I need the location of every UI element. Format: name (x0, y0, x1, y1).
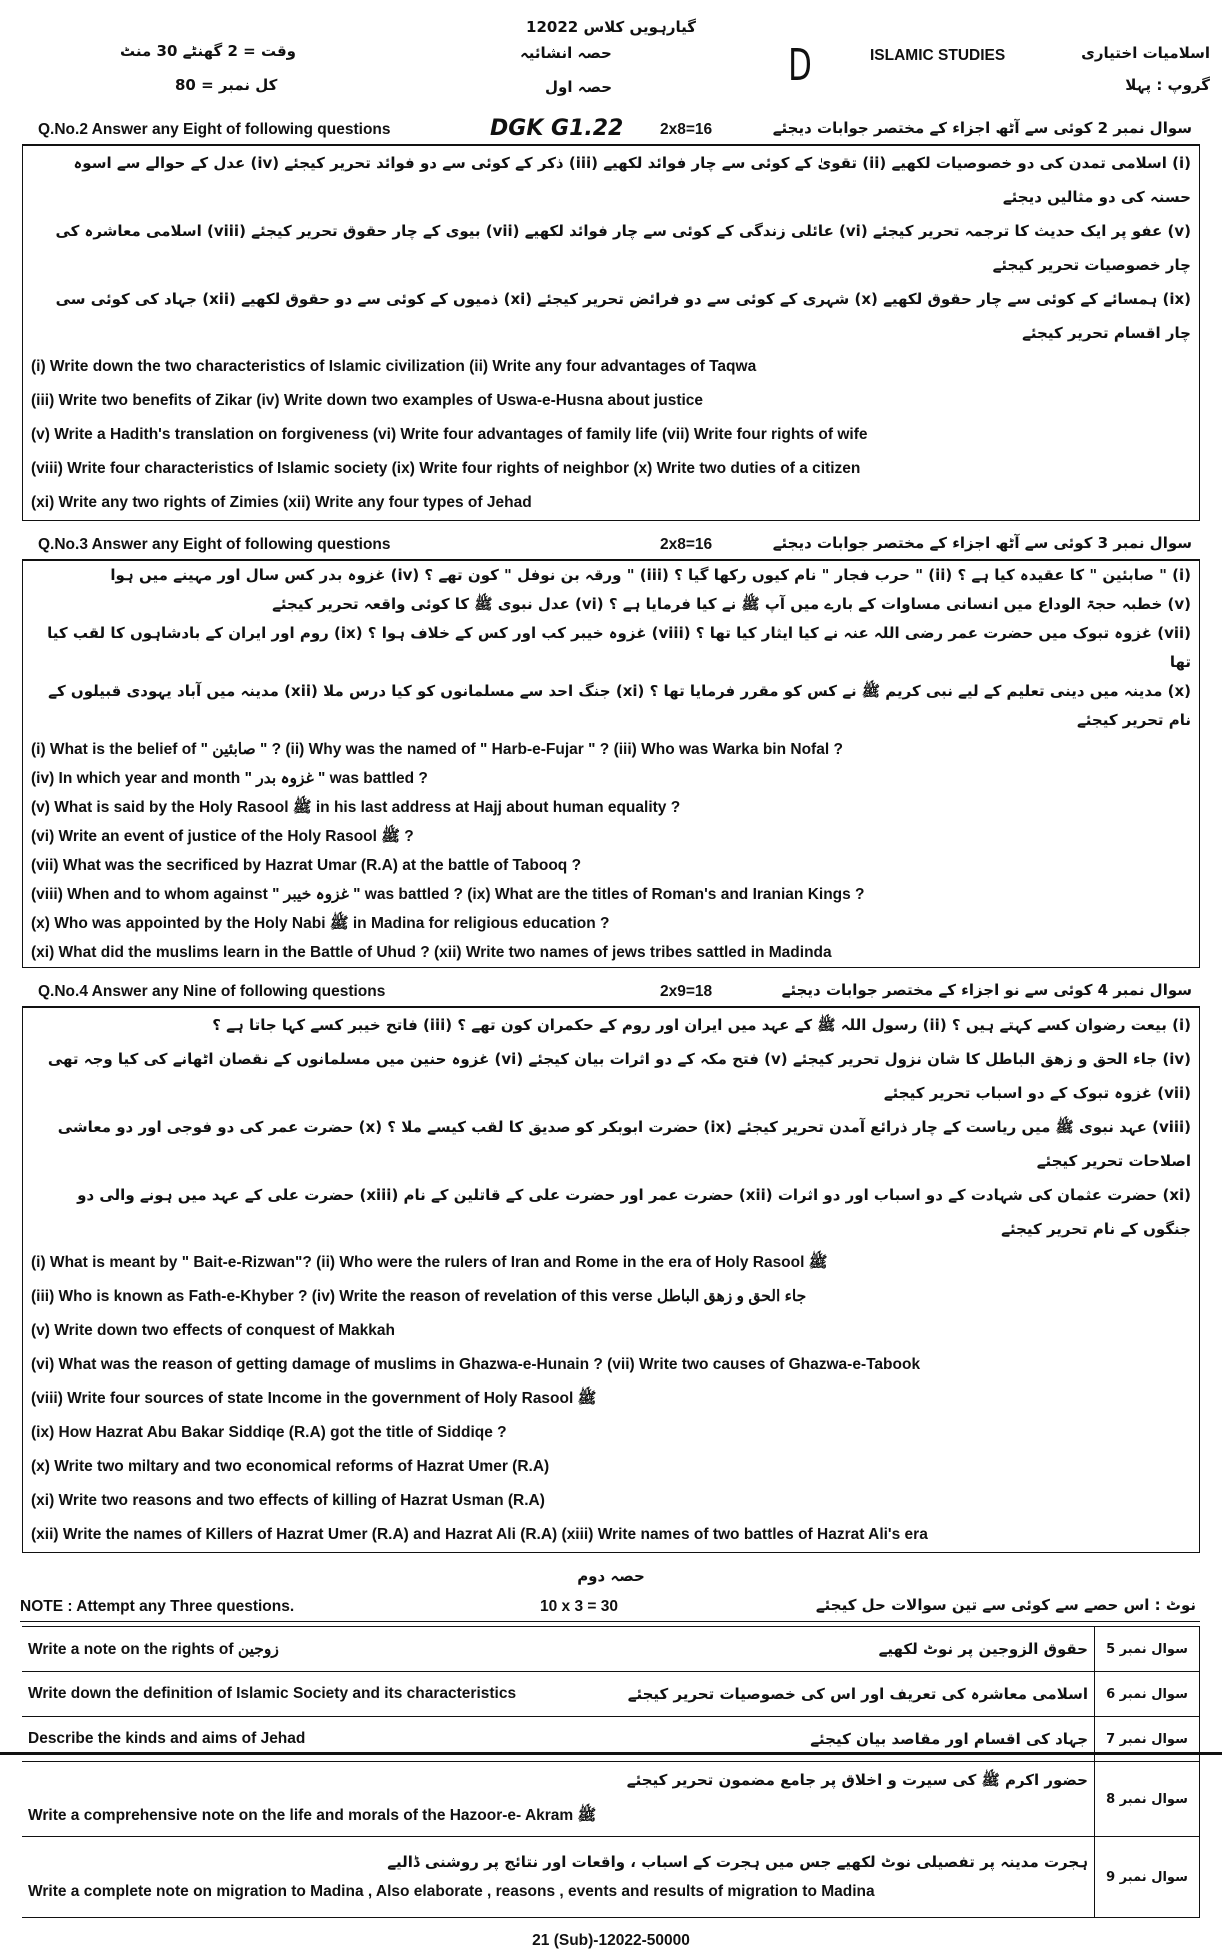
long-question-urdu: حضور اکرم ﷺ کی سیرت و اخلاق پر جامع مضمون تحریر کیجئے (626, 1770, 1088, 1789)
long-question-urdu: اسلامی معاشرہ کی تعریف اور اس کی خصوصیات تحریر کیجئے (627, 1685, 1088, 1703)
question-number: سوال نمبر 5 (1095, 1627, 1200, 1672)
english-question-line: (viii) Write four characteristics of Islamic society (ix) Write four rights of neighbor (x) Write two duties of a citizen (31, 460, 861, 477)
english-question-line: (viii) When and to whom against " غزوہ خیبر " was battled ? (ix) What are the titles of Roman's and Iranian Kings ? (31, 886, 865, 903)
question-number: سوال نمبر 6 (1095, 1672, 1200, 1717)
question-header (20, 118, 1202, 144)
part-two-note-row (20, 1595, 1200, 1622)
long-question-row (22, 1627, 1200, 1672)
english-question-line: (viii) Write four sources of state Income in the government of Holy Rasool ﷺ (31, 1390, 597, 1407)
part-two-marks: 10 x 3 = 30 (540, 1598, 618, 1615)
long-question-english: Write a comprehensive note on the life and morals of the Hazoor-e- Akram ﷺ (28, 1806, 597, 1824)
part-one-label: حصہ اول (545, 78, 613, 96)
urdu-question-line: (vii) غزوہ تبوک میں حضرت عمر رضی اللہ عنہ نے کیا ایثار کیا تھا ؟ (viii) غزوہ خیبر کب اور کس کے خلاف ہوا ؟ (ix) روم اور ایران کے بادشاہوں کا لقب کیا تھا (47, 624, 1191, 671)
long-question-urdu: حقوق الزوجین پر نوٹ لکھیے (878, 1640, 1088, 1658)
question-header (20, 533, 1202, 559)
question-title-en: Q.No.4 Answer any Nine of following questions (38, 983, 386, 1000)
urdu-question-line: (viii) عہد نبوی ﷺ میں ریاست کے چار ذرائع آمدن تحریر کیجئے (ix) حضرت ابوبکر کو صدیق کا لقب کیسے ملا ؟ (x) حضرت عمر کی دو فوجی اور دو معاشی اصلاحات تحریر کیجئے (57, 1118, 1191, 1170)
exam-body (0, 112, 1222, 1950)
english-question-line: (i) What is meant by " Bait-e-Rizwan"? (ii) Who were the rulers of Iran and Rome in the era of Holy Rasool ﷺ (31, 1254, 828, 1271)
time-allowed: وقت = 2 گھنٹے 30 منٹ (120, 42, 296, 60)
english-question-line: (xi) What did the muslims learn in the Battle of Uhud ? (xii) Write two names of jews tribes sattled in Madinda (31, 944, 832, 961)
long-question-english: Write a complete note on migration to Madina , Also elaborate , reasons , events and results of migration to Madina (28, 1883, 875, 1900)
english-question-line: (xi) Write two reasons and two effects of killing of Hazrat Usman (R.A) (31, 1492, 545, 1509)
urdu-question-line: (ix) ہمسائے کے کوئی سے چار حقوق لکھیے (x) شہری کے کوئی سے دو فرائض تحریر کیجئے (xi) ذمیوں کے کوئی سے دو حقوق لکھیے (xii) جہاد کی کوئی سی چار اقسام تحریر کیجئے (55, 290, 1191, 342)
paper-type: حصہ انشائیہ (520, 44, 612, 62)
group-label: گروپ : پہلا (1125, 76, 1210, 94)
question-title-ur: سوال نمبر 4 کوئی سے نو اجزاء کے مختصر جوابات دیجئے (781, 981, 1192, 999)
long-question-english: Describe the kinds and aims of Jehad (28, 1730, 306, 1747)
urdu-question-line: (x) مدینہ میں دینی تعلیم کے لیے نبی کریم ﷺ نے کس کو مقرر فرمایا تھا ؟ (xi) جنگ احد سے مسلمانوں کو کیا درس ملا (xii) مدینہ میں آباد یہودی قبیلوں کے نام تحریر کیجئے (48, 682, 1191, 729)
bottom-rule (0, 1752, 1222, 1755)
part-two-title: حصہ دوم (577, 1567, 645, 1585)
question-title-en: Q.No.2 Answer any Eight of following questions (38, 121, 391, 138)
long-question-line (28, 1640, 1088, 1659)
question-number: سوال نمبر 8 (1095, 1762, 1200, 1837)
handwritten-code: DGK G1.22 (490, 116, 624, 141)
short-questions (0, 118, 1222, 1553)
english-question-line: (vi) What was the reason of getting damage of muslims in Ghazwa-e-Hunain ? (vii) Write two causes of Ghazwa-e-Tabook (31, 1356, 921, 1373)
long-question-english: Write down the definition of Islamic Society and its characteristics (28, 1685, 517, 1702)
question-box (22, 559, 1200, 968)
long-question-english: Write a note on the rights of زوجین (28, 1640, 279, 1658)
long-question-urdu: جہاد کی اقسام اور مقاصد بیان کیجئے (810, 1730, 1088, 1748)
english-question-line: (xi) Write any two rights of Zimies (xii) Write any four types of Jehad (31, 494, 532, 511)
question-title-ur: سوال نمبر 3 کوئی سے آٹھ اجزاء کے مختصر جوابات دیجئے (772, 534, 1192, 552)
long-question-text (22, 1837, 1095, 1918)
english-question-line: (v) Write a Hadith's translation on forgiveness (vi) Write four advantages of family life (vii) Write four rights of wife (31, 426, 868, 443)
english-question-line: (ix) How Hazrat Abu Bakar Siddiqe (R.A) got the title of Siddiqe ? (31, 1424, 507, 1441)
english-question-line: (iii) Who is known as Fath-e-Khyber ? (iv) Write the reason of revelation of this verse جاء الحق و زھق الباطل (31, 1288, 807, 1305)
english-question-line: (vii) What was the secrificed by Hazrat Umar (R.A) at the battle of Tabooq ? (31, 857, 582, 874)
urdu-question-line: (v) عفو پر ایک حدیث کا ترجمہ تحریر کیجئے (vi) عائلی زندگی کے کوئی سے چار فوائد لکھیے (vii) بیوی کے چار حقوق تحریر کیجئے (viii) اسلامی معاشرہ کی چار خصوصیات تحریر کیجئے (55, 222, 1191, 274)
subject-urdu: اسلامیات اختیاری (1081, 44, 1210, 62)
english-question-line: (i) What is the belief of " صابئین " ? (ii) Why was the named of " Harb-e-Fujar " ? (iii) Who was Warka bin Nofal ? (31, 741, 843, 758)
english-question-line: (v) What is said by the Holy Rasool ﷺ in his last address at Hajj about human equality ? (31, 799, 681, 816)
question-title-en: Q.No.3 Answer any Eight of following questions (38, 536, 391, 553)
part-two-note-en: NOTE : Attempt any Three questions. (20, 1598, 295, 1615)
long-question-row (22, 1837, 1200, 1918)
long-question-text (22, 1627, 1095, 1672)
question-box (22, 1006, 1200, 1553)
urdu-question-line: (xi) حضرت عثمان کی شہادت کے دو اسباب اور دو اثرات (xii) حضرت عمر اور حضرت علی کے قاتلین کے نام (xiii) حضرت علی کے عہد میں ہونے والی دو جنگوں کے نام تحریر کیجئے (77, 1186, 1191, 1238)
footer-code: 21 (Sub)-12022-50000 (532, 1932, 690, 1949)
english-question-line: (x) Write two miltary and two economical reforms of Hazrat Umer (R.A) (31, 1458, 550, 1475)
long-question-line (28, 1730, 1088, 1748)
urdu-question-line: (i) " صابئین " کا عقیدہ کیا ہے ؟ (ii) " حرب فجار " نام کیوں رکھا گیا ؟ (iii) " ورقہ بن نوفل " کون تھے ؟ (iv) غزوہ بدر کس سال اور مہینے میں ہوا (110, 566, 1191, 584)
english-question-line: (v) Write down two effects of conquest of Makkah (31, 1322, 395, 1339)
class-year: 12022 گیارہویں کلاس (526, 18, 696, 36)
question-title-ur: سوال نمبر 2 کوئی سے آٹھ اجزاء کے مختصر جوابات دیجئے (772, 119, 1192, 137)
question-header (20, 980, 1202, 1006)
english-question-line: (i) Write down the two characteristics of Islamic civilization (ii) Write any four advantages of Taqwa (31, 358, 757, 375)
english-question-line: (iv) In which year and month " غزوہ بدر " was battled ? (31, 770, 428, 787)
long-question-row (22, 1672, 1200, 1717)
question-marks: 2x8=16 (660, 536, 713, 553)
question-marks: 2x9=18 (660, 983, 713, 1000)
english-question-line: (iii) Write two benefits of Zikar (iv) Write down two examples of Uswa-e-Husna about justice (31, 392, 704, 409)
long-question-row (22, 1762, 1200, 1837)
english-question-line: (vi) Write an event of justice of the Holy Rasool ﷺ ? (31, 828, 414, 845)
paper-code-mark: D (788, 40, 812, 91)
question-number: سوال نمبر 7 (1095, 1717, 1200, 1762)
question-marks: 2x8=16 (660, 121, 713, 138)
urdu-question-line: (i) اسلامی تمدن کی دو خصوصیات لکھیے (ii) تقویٰ کے کوئی سے چار فوائد لکھیے (iii) ذکر کے کوئی سے دو فوائد تحریر کیجئے (iv) عدل کے حوالے سے اسوہ حسنہ کی دو مثالیں دیجئے (73, 154, 1191, 206)
long-question-text (22, 1762, 1095, 1837)
long-question-text (22, 1672, 1095, 1717)
question-box (22, 144, 1200, 521)
english-question-line: (xii) Write the names of Killers of Hazrat Umer (R.A) and Hazrat Ali (R.A) (xiii) Write names of two battles of Hazrat Ali's era (31, 1526, 928, 1543)
urdu-question-line: (i) بیعت رضوان کسے کہتے ہیں ؟ (ii) رسول اللہ ﷺ کے عہد میں ایران اور روم کے حکمران کون تھے ؟ (iii) فاتح خیبر کسے کہا جاتا ہے ؟ (212, 1016, 1191, 1034)
long-question-line (28, 1685, 1088, 1703)
urdu-question-line: (iv) جاء الحق و زھق الباطل کا شان نزول تحریر کیجئے (v) فتح مکہ کے دو اثرات بیان کیجئے (vi) غزوہ حنین میں مسلمانوں کے نقصان اٹھانے کی کیا وجہ تھی (vii) غزوہ تبوک کے دو اسباب تحریر کیجئے (47, 1050, 1191, 1102)
long-question-urdu: ہجرت مدینہ پر تفصیلی نوٹ لکھیے جس میں ہجرت کے اسباب ، واقعات اور نتائج پر روشنی ڈالیے (387, 1853, 1088, 1871)
part-two-note-ur: نوٹ : اس حصے سے کوئی سے تین سوالات حل کیجئے (815, 1596, 1196, 1614)
total-marks: کل نمبر = 80 (175, 76, 278, 94)
subject-english: ISLAMIC STUDIES (870, 47, 1006, 64)
question-number: سوال نمبر 9 (1095, 1837, 1200, 1918)
urdu-question-line: (v) خطبہ حجۃ الوداع میں انسانی مساوات کے بارے میں آپ ﷺ نے کیا فرمایا ہے ؟ (vi) عدل نبوی ﷺ کا کوئی واقعہ تحریر کیجئے (272, 595, 1191, 613)
long-questions-table (22, 1626, 1200, 1918)
english-question-line: (x) Who was appointed by the Holy Nabi ﷺ in Madina for religious education ? (31, 915, 610, 932)
